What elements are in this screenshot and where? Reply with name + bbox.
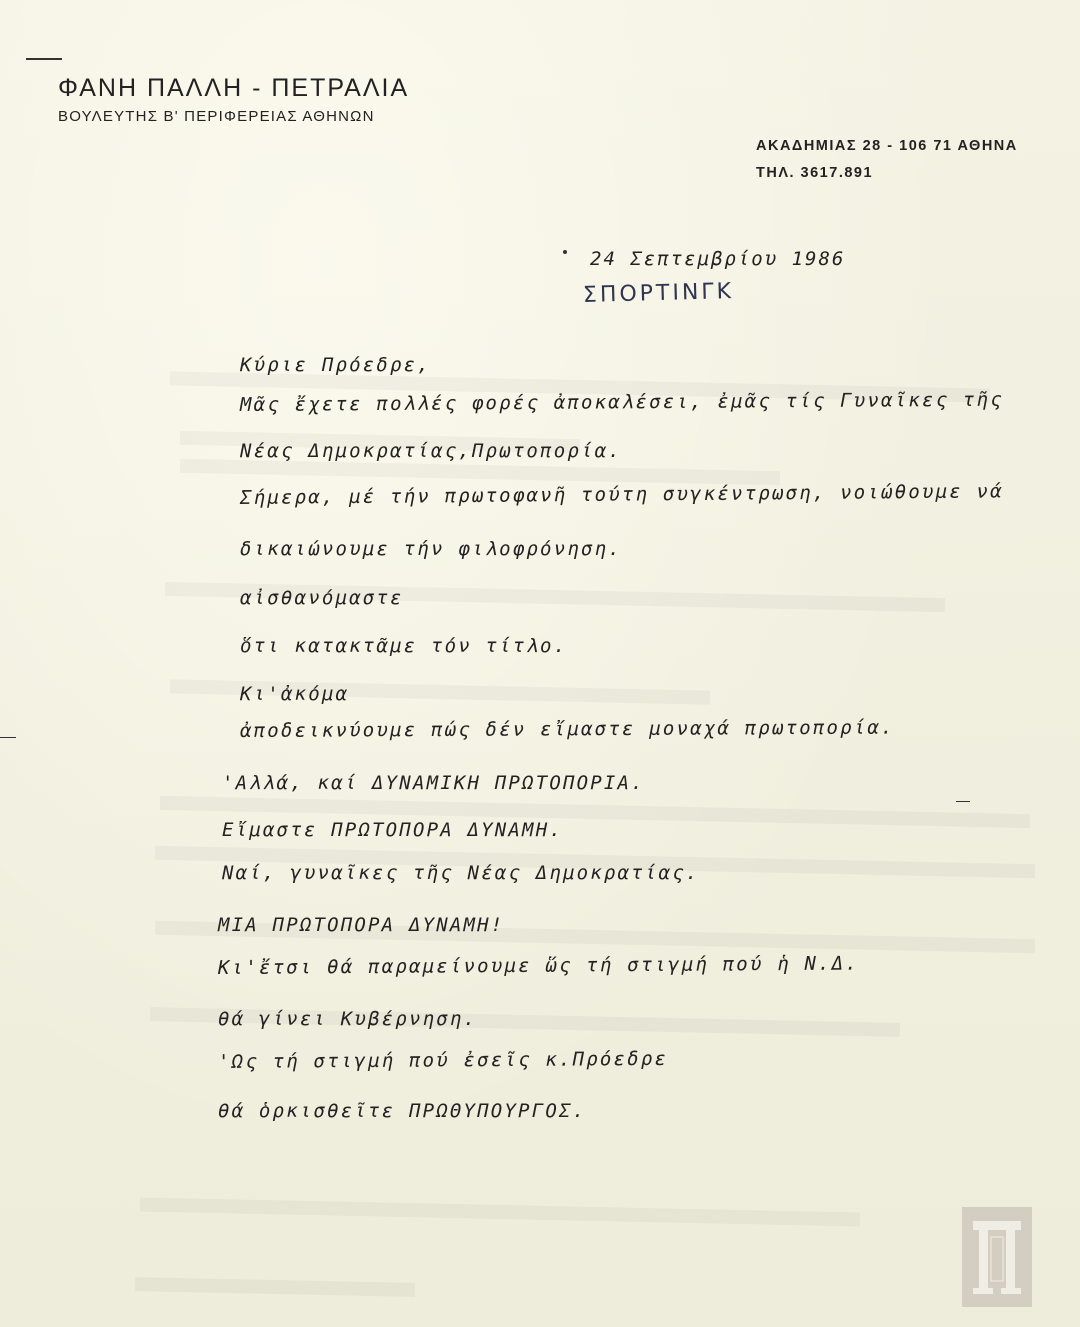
letterhead-name: ΦΑΝΗ ΠΑΛΛΗ - ΠΕΤΡΑΛΙΑ (58, 74, 410, 102)
body-line: Κύριε Πρόεδρε, (240, 354, 431, 376)
letterhead-address: ΑΚΑΔΗΜΙΑΣ 28 - 106 71 ΑΘΗΝΑ (756, 138, 1018, 154)
bleed-through-line (135, 1277, 415, 1297)
body-line: Νέας Δημοκρατίας,Πρωτοπορία. (240, 440, 622, 462)
archive-logo-icon (962, 1207, 1032, 1307)
margin-mark (956, 801, 970, 802)
body-line: Εἴμαστε ΠΡΩΤΟΠΟΡΑ ΔΥΝΑΜΗ. (222, 819, 563, 841)
margin-mark (26, 58, 62, 60)
letterhead-title: ΒΟΥΛΕΥΤΗΣ Β' ΠΕΡΙΦΕΡΕΙΑΣ ΑΘΗΝΩΝ (58, 108, 375, 125)
body-line: ΜΙΑ ΠΡΩΤΟΠΟΡΑ ΔΥΝΑΜΗ! (218, 914, 505, 936)
body-line: Κι'ἔτσι θά παραμείνουμε ὥς τή στιγμή πού ἡ Ν.Δ. (217, 952, 860, 979)
pi-glyph-icon (969, 1215, 1025, 1299)
margin-mark (0, 737, 16, 738)
body-line: θά ὁρκισθεῖτε ΠΡΩΘΥΠΟΥΡΓΟΣ. (218, 1100, 587, 1122)
body-line: Ναί, γυναῖκες τῆς Νέας Δημοκρατίας. (222, 862, 700, 884)
body-line: 'Ως τή στιγμή πού ἐσεῖς κ.Πρόεδρε (217, 1047, 669, 1073)
typewriter-dot (563, 250, 567, 254)
body-line: Μᾶς ἔχετε πολλές φορές ἀποκαλέσει, ἐμᾶς τίς Γυναῖκες τῆς (239, 388, 1004, 416)
letterhead-phone: ΤΗΛ. 3617.891 (756, 165, 874, 181)
letter-date: 24 Σεπτεμβρίου 1986 (590, 248, 846, 270)
body-line: αἰσθανόμαστε (240, 587, 404, 609)
body-line: 'Αλλά, καί ΔΥΝΑΜΙΚΗ ΠΡΩΤΟΠΟΡΙΑ. (222, 772, 645, 794)
body-line: θά γίνει Κυβέρνηση. (218, 1008, 478, 1030)
body-line: Κι'ἀκόμα (240, 683, 350, 705)
handwritten-note: ΣΠΟΡΤΙΝΓΚ (582, 279, 735, 308)
bleed-through-line (140, 1197, 860, 1226)
body-line: ὅτι κατακτᾶμε τόν τίτλο. (240, 635, 568, 657)
body-line: δικαιώνουμε τήν φιλοφρόνηση. (240, 538, 622, 560)
body-line: ἀποδεικνύουμε πώς δέν εἴμαστε μοναχά πρωτοπορία. (239, 716, 895, 742)
bleed-through-line (180, 459, 780, 486)
body-line: Σήμερα, μέ τήν πρωτοφανῆ τούτη συγκέντρωση, νοιώθουμε νά (239, 480, 1004, 509)
